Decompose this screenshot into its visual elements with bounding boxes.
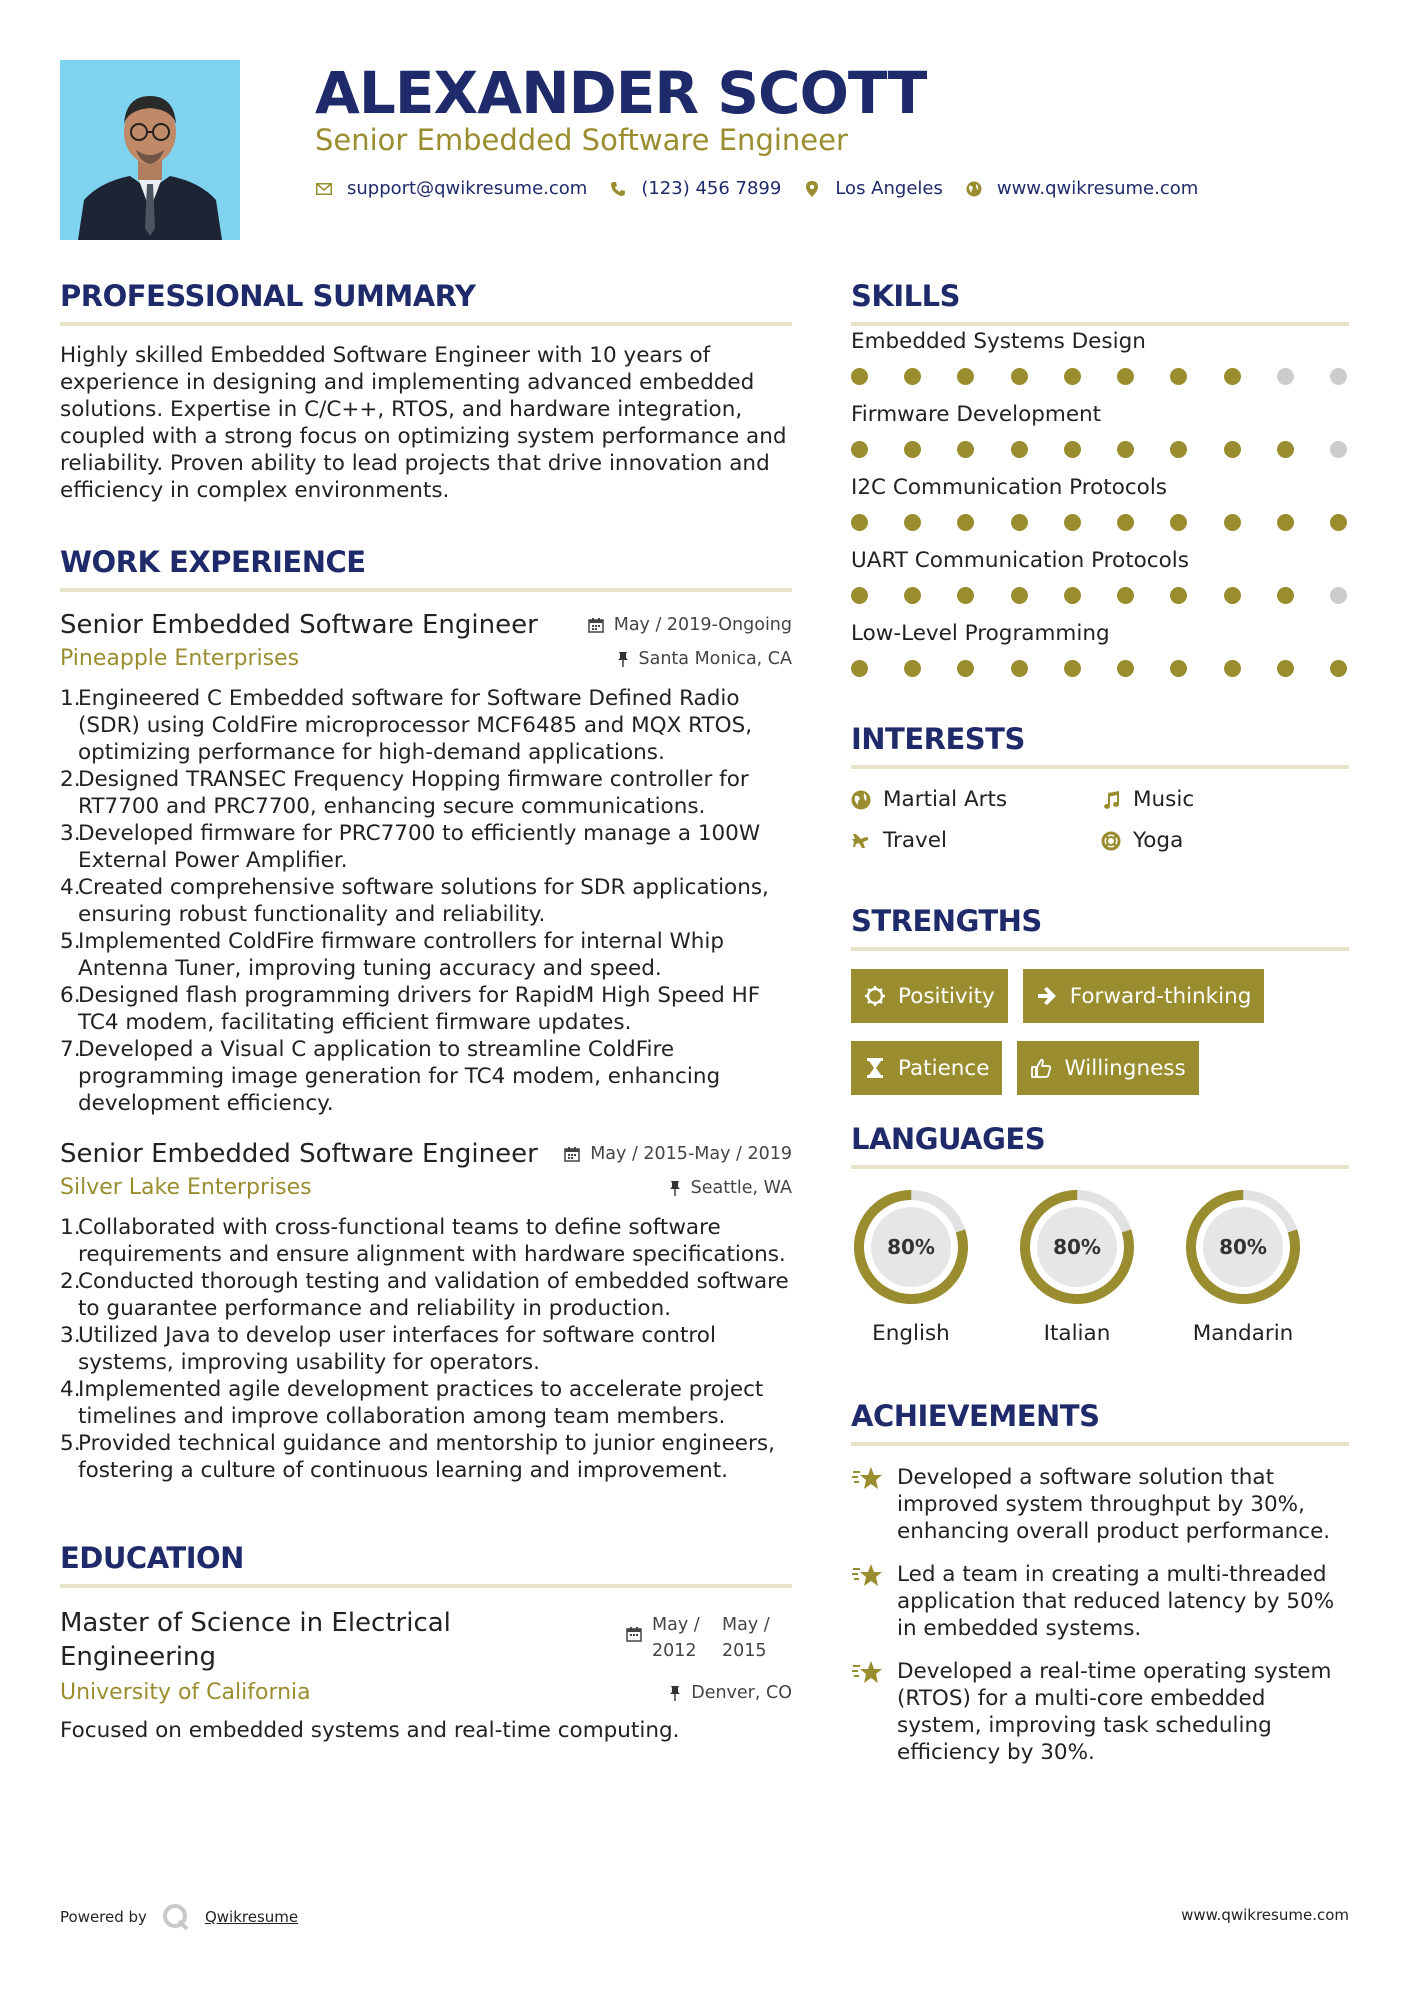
powered-by-text: Powered by: [60, 1908, 147, 1926]
hourglass-icon: [864, 1057, 886, 1079]
skill-dot-filled: [1170, 514, 1187, 531]
star-icon: [851, 1464, 885, 1494]
skill-dot-filled: [851, 660, 868, 677]
skill-name: Firmware Development: [851, 402, 1102, 427]
star-icon: [851, 1658, 885, 1688]
date-text: May / 2015-May / 2019: [590, 1144, 792, 1164]
education-note: Focused on embedded systems and real-time computing.: [60, 1718, 680, 1743]
job-entry-title: Senior Embedded Software Engineer: [60, 1139, 538, 1169]
location-text: Seattle, WA: [690, 1177, 792, 1198]
skill-dot-filled: [1277, 514, 1294, 531]
skill-dot-filled: [957, 441, 974, 458]
contact-email[interactable]: [315, 178, 587, 199]
arrow-right-icon: [1036, 985, 1058, 1007]
strength-label: Willingness: [1064, 1055, 1186, 1081]
skill-dot-filled: [1011, 368, 1028, 385]
skill-dot-filled: [904, 660, 921, 677]
interests-list: [851, 787, 1349, 853]
interests-heading: INTERESTS: [851, 715, 1349, 769]
achievement-item: [851, 1561, 1349, 1642]
language-item: [1183, 1187, 1349, 1346]
education-heading: EDUCATION: [60, 1534, 792, 1588]
languages-list: [851, 1187, 1349, 1346]
skill-name: UART Communication Protocols: [851, 548, 1189, 573]
language-percent: 80%: [887, 1235, 935, 1259]
plane-icon: [851, 831, 871, 851]
skill-dot-filled: [957, 660, 974, 677]
map-pin-icon: [803, 180, 821, 198]
skill-dot-filled: [904, 587, 921, 604]
strengths-heading: STRENGTHS: [851, 897, 1349, 951]
achievement-text: Developed a real-time operating system (RTOS) for a multi-core embedded system, improving task scheduling efficiency by 30%.: [897, 1659, 1332, 1765]
phone-icon: [609, 180, 627, 198]
strengths-list: [851, 969, 1349, 1095]
skill-dot-empty: [1330, 587, 1347, 604]
job-entry-title: Senior Embedded Software Engineer: [60, 610, 538, 640]
right-column: [851, 272, 1349, 1782]
language-name: Mandarin: [1192, 1321, 1294, 1346]
skill-dot-filled: [1277, 660, 1294, 677]
skill-level-dots: [851, 660, 1349, 677]
language-ring: [851, 1187, 971, 1307]
interest-item: [851, 828, 1101, 853]
skill-dot-filled: [851, 368, 868, 385]
list-item: Developed a Visual C application to streamline ColdFire programming image generation for TC4 modem, enhancing development efficiency.: [78, 1037, 721, 1116]
star-icon: [851, 1561, 885, 1591]
calendar-icon: [564, 1146, 580, 1162]
skill-dot-filled: [1224, 441, 1241, 458]
list-item: Provided technical guidance and mentorship to junior engineers, fostering a culture of continuous learning and improvement.: [78, 1431, 775, 1483]
list-item: Designed TRANSEC Frequency Hopping firmware controller for RT7700 and PRC7700, enhancing secure communications.: [78, 767, 749, 819]
skill-dot-filled: [1064, 368, 1081, 385]
interest-item: [1101, 828, 1321, 853]
skill-dot-filled: [1170, 441, 1187, 458]
job-entry-date: [564, 1144, 792, 1164]
skill-dot-filled: [851, 514, 868, 531]
skill-name: Low-Level Programming: [851, 621, 1110, 646]
skill-name: I2C Communication Protocols: [851, 475, 1168, 500]
skill-dot-filled: [1011, 514, 1028, 531]
strength-chip: [1023, 969, 1265, 1023]
contact-phone[interactable]: [609, 178, 781, 199]
list-item: Collaborated with cross-functional teams to define software requirements and ensure alignment with hardware specifications.: [78, 1215, 786, 1267]
thumbs-up-icon: [1030, 1057, 1052, 1079]
achievement-item: [851, 1658, 1349, 1766]
skill-dot-filled: [957, 368, 974, 385]
skill-dot-empty: [1330, 368, 1347, 385]
strength-chip: [851, 969, 1008, 1023]
job-title: Senior Embedded Software Engineer: [315, 123, 848, 157]
strength-chip: [851, 1041, 1002, 1095]
phone-text: (123) 456 7899: [641, 178, 782, 199]
skill-dot-filled: [1330, 660, 1347, 677]
achievements-list: [851, 1464, 1349, 1766]
skill-dot-filled: [1064, 441, 1081, 458]
list-item: Implemented agile development practices to accelerate project timelines and improve collaboration among team members.: [78, 1377, 764, 1429]
language-name: English: [872, 1321, 950, 1346]
skill-dot-filled: [1011, 441, 1028, 458]
achievement-text: Led a team in creating a multi-threaded application that reduced latency by 50% in embedded systems.: [897, 1562, 1335, 1641]
skills-list: [851, 328, 1349, 677]
skill-level-dots: [851, 587, 1349, 604]
skill-dot-empty: [1330, 441, 1347, 458]
email-text: support@qwikresume.com: [347, 178, 588, 199]
skill-dot-filled: [1011, 587, 1028, 604]
degree-title: Master of Science in Electrical Engineering: [60, 1608, 451, 1672]
list-item: Created comprehensive software solutions for SDR applications, ensuring robust functionality and reliability.: [78, 875, 769, 927]
language-name: Italian: [1043, 1321, 1111, 1346]
list-item: Utilized Java to develop user interfaces for software control systems, improving usability for operators.: [78, 1323, 716, 1375]
job-entry: [60, 610, 792, 1117]
globe-icon: [965, 180, 983, 198]
skills-heading: SKILLS: [851, 272, 1349, 326]
footer-site[interactable]: www.qwikresume.com: [1181, 1906, 1349, 1924]
skill-dot-filled: [1224, 587, 1241, 604]
pushpin-icon: [669, 1180, 681, 1196]
end-date: May / 2015: [722, 1615, 770, 1661]
summary-heading: PROFESSIONAL SUMMARY: [60, 272, 792, 326]
profile-photo: [60, 60, 240, 240]
skill-dot-filled: [1224, 514, 1241, 531]
brand-link[interactable]: Qwikresume: [204, 1908, 299, 1926]
achievements-heading: ACHIEVEMENTS: [851, 1392, 1349, 1446]
footer-powered: [60, 1902, 298, 1932]
skill-dot-filled: [1224, 368, 1241, 385]
skill-dot-filled: [1117, 587, 1134, 604]
skill-dot-filled: [904, 441, 921, 458]
list-item: Engineered C Embedded software for Software Defined Radio (SDR) using ColdFire microprocessor MCF6485 and MQX RTOS, optimizing performance for high-demand applications.: [78, 686, 753, 765]
summary-text: Highly skilled Embedded Software Engineer with 10 years of experience in designing and implementing advanced embedded solutions. Expertise in C/C++, RTOS, and hardware integration, coupled with a strong focus on optimizing system performance and reliability. Proven ability to lead projects that drive innovation and efficiency in complex environments.: [60, 343, 787, 503]
languages-heading: LANGUAGES: [851, 1115, 1349, 1169]
list-item: Designed flash programming drivers for RapidM High Speed HF TC4 modem, facilitating efficient firmware updates.: [78, 983, 761, 1035]
skill-dot-filled: [957, 514, 974, 531]
skill-level-dots: [851, 441, 1349, 458]
globe-icon: [851, 790, 871, 810]
skill-dot-filled: [1224, 660, 1241, 677]
language-ring: [1183, 1187, 1303, 1307]
lifebuoy-icon: [1101, 831, 1121, 851]
location-text: Los Angeles: [835, 178, 943, 199]
skill-dot-filled: [904, 368, 921, 385]
contact-bar: [315, 178, 1220, 199]
calendar-icon: [626, 1626, 642, 1642]
school-name: University of California: [60, 1680, 311, 1705]
location-text: Santa Monica, CA: [638, 648, 792, 669]
website-text: www.qwikresume.com: [996, 178, 1199, 199]
strength-chip: [1017, 1041, 1198, 1095]
job-bullets: [60, 1214, 792, 1484]
achievement-text: Developed a software solution that improved system throughput by 30%, enhancing overall product performance.: [897, 1465, 1331, 1544]
location-text: Denver, CO: [691, 1682, 792, 1703]
strength-label: Patience: [898, 1055, 990, 1081]
language-item: [1017, 1187, 1183, 1346]
pushpin-icon: [617, 651, 629, 667]
list-item: Conducted thorough testing and validation of embedded software to guarantee performance and reliability in production.: [78, 1269, 789, 1321]
skill-name: Embedded Systems Design: [851, 329, 1146, 354]
date-text: May / 2019-Ongoing: [613, 615, 792, 635]
interest-item: [1101, 787, 1321, 812]
skill-dot-filled: [851, 441, 868, 458]
skill-dot-filled: [1170, 660, 1187, 677]
start-date: May / 2012: [652, 1615, 700, 1661]
skill-dot-filled: [1170, 368, 1187, 385]
school-location: [669, 1683, 792, 1703]
skill-dot-filled: [1064, 660, 1081, 677]
company-name: Pineapple Enterprises: [60, 646, 300, 671]
interest-label: Martial Arts: [883, 787, 1008, 812]
contact-location: [803, 178, 943, 199]
gear-icon: [864, 985, 886, 1007]
candidate-name: ALEXANDER SCOTT: [315, 59, 927, 127]
job-location: [617, 649, 793, 669]
interest-label: Travel: [883, 828, 947, 853]
skill-dot-filled: [1330, 514, 1347, 531]
contact-website[interactable]: [965, 178, 1198, 199]
skill-level-dots: [851, 368, 1349, 385]
interest-item: [851, 787, 1101, 812]
job-entry: [60, 1139, 792, 1484]
job-entry-date: [588, 615, 792, 635]
job-location: [669, 1178, 792, 1198]
skill-dot-filled: [1117, 660, 1134, 677]
interest-label: Music: [1133, 787, 1195, 812]
skill-dot-filled: [1277, 587, 1294, 604]
skill-dot-filled: [1170, 587, 1187, 604]
language-item: [851, 1187, 1017, 1346]
strength-label: Positivity: [898, 983, 995, 1009]
left-column: [60, 272, 792, 1744]
skill-dot-filled: [1011, 660, 1028, 677]
education-dates: [626, 1612, 792, 1664]
skill-dot-filled: [1064, 514, 1081, 531]
list-item: Implemented ColdFire firmware controllers for internal Whip Antenna Tuner, improving tuning accuracy and speed.: [78, 929, 725, 981]
strength-label: Forward-thinking: [1069, 983, 1252, 1009]
qwikresume-logo-icon: [161, 1902, 191, 1932]
skill-dot-filled: [1117, 441, 1134, 458]
skill-dot-filled: [1277, 441, 1294, 458]
job-bullets: [60, 685, 792, 1117]
skill-dot-filled: [1117, 514, 1134, 531]
experience-heading: WORK EXPERIENCE: [60, 538, 792, 592]
skill-dot-filled: [957, 587, 974, 604]
skill-dot-empty: [1277, 368, 1294, 385]
list-item: Developed firmware for PRC7700 to efficiently manage a 100W External Power Amplifier.: [78, 821, 761, 873]
skill-level-dots: [851, 514, 1349, 531]
music-icon: [1101, 790, 1121, 810]
achievement-item: [851, 1464, 1349, 1545]
language-ring: [1017, 1187, 1137, 1307]
skill-dot-filled: [1117, 368, 1134, 385]
interest-label: Yoga: [1133, 828, 1184, 853]
envelope-icon: [315, 180, 333, 198]
language-percent: 80%: [1219, 1235, 1267, 1259]
language-percent: 80%: [1053, 1235, 1101, 1259]
skill-dot-filled: [904, 514, 921, 531]
pushpin-icon: [669, 1685, 681, 1701]
skill-dot-filled: [851, 587, 868, 604]
company-name: Silver Lake Enterprises: [60, 1175, 312, 1200]
calendar-icon: [588, 617, 604, 633]
skill-dot-filled: [1064, 587, 1081, 604]
